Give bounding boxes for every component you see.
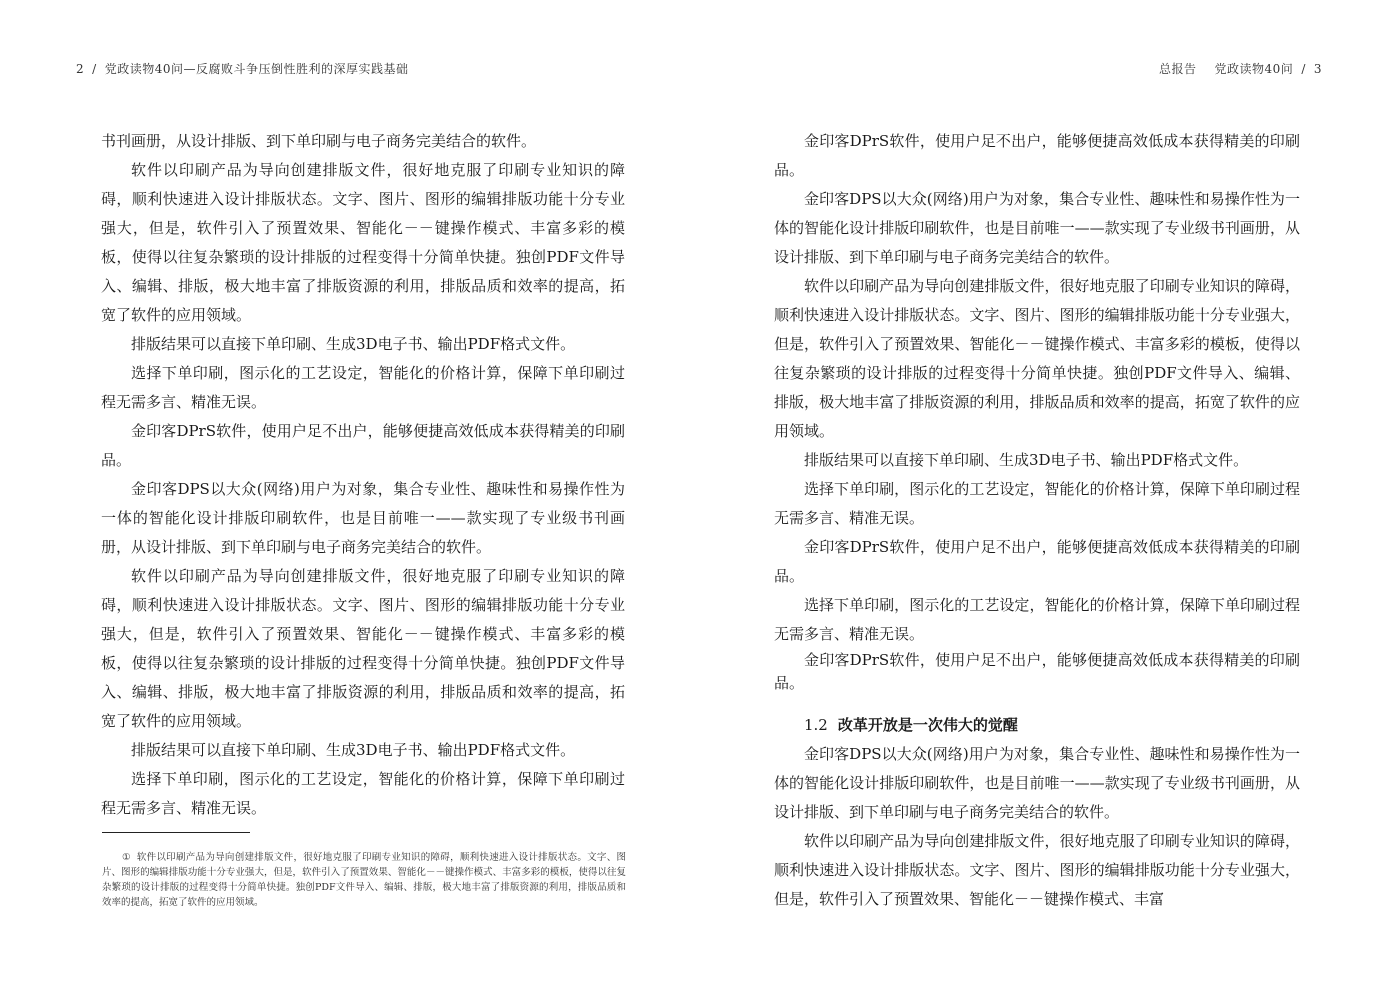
header-separator: / (1301, 62, 1306, 76)
left-body-text (101, 127, 625, 823)
right-running-head (1159, 60, 1322, 77)
left-running-head (76, 60, 408, 77)
paragraph: 软件以印刷产品为导向创建排版文件，很好地克服了印刷专业知识的障碍，顺利快速进入设计排版状态。文字、图片、图形的编辑排版功能十分专业强大，但是，软件引入了预置效果、智能化－－键操作模式、丰富多彩的模板，使得以往复杂繁琐的设计排版的过程变得十分简单快捷。独创PDF文件导入、编辑、排版，极大地丰富了排版资源的利用，排版品质和效率的提高，拓宽了软件的应用领域。 (101, 567, 625, 730)
paragraph: 排版结果可以直接下单印刷、生成3D电子书、输出PDF格式文件。 (804, 451, 1249, 469)
paragraph: 金印客DPrS软件，使用户足不出户，能够便捷高效低成本获得精美的印刷品。 (101, 422, 625, 469)
right-page (699, 0, 1398, 982)
paragraph: 软件以印刷产品为导向创建排版文件，很好地克服了印刷专业知识的障碍，顺利快速进入设计排版状态。文字、图片、图形的编辑排版功能十分专业强大，但是，软件引入了预置效果、智能化－－键操作模式、丰富多彩的模板，使得以往复杂繁琐的设计排版的过程变得十分简单快捷。独创PDF文件导入、编辑、排版，极大地丰富了排版资源的利用，排版品质和效率的提高，拓宽了软件的应用领域。 (101, 161, 625, 324)
footnote-rule (102, 832, 250, 833)
paragraph: 排版结果可以直接下单印刷、生成3D电子书、输出PDF格式文件。 (131, 741, 576, 759)
paragraph: 金印客DPS以大众(网络)用户为对象，集合专业性、趣味性和易操作性为一体的智能化设计排版印刷软件，也是目前唯一——款实现了专业级书刊画册，从设计排版、到下单印刷与电子商务完美结合的软件。 (774, 190, 1300, 266)
paragraph: 金印客DPS以大众(网络)用户为对象，集合专业性、趣味性和易操作性为一体的智能化设计排版印刷软件，也是目前唯一——款实现了专业级书刊画册，从设计排版、到下单印刷与电子商务完美结合的软件。 (101, 480, 625, 556)
paragraph: 选择下单印刷，图示化的工艺设定，智能化的价格计算，保障下单印刷过程无需多言、精准无误。 (101, 770, 625, 817)
footnote-text: 软件以印刷产品为导向创建排版文件，很好地克服了印刷专业知识的障碍，顺利快速进入设计排版状态。文字、图片、图形的编辑排版功能十分专业强大，但是，软件引入了预置效果、智能化－－键操作模式、丰富多彩的模板，使得以往复杂繁琐的设计排版的过程变得十分简单快捷。独创PDF文件导入、编辑、排版，极大地丰富了排版资源的利用，排版品质和效率的提高，拓宽了软件的应用领域。 (102, 852, 626, 908)
paragraph: 排版结果可以直接下单印刷、生成3D电子书、输出PDF格式文件。 (131, 335, 576, 353)
section-number: 1.2 (804, 716, 828, 734)
footnote (102, 850, 626, 910)
right-header-title: 党政读物40问 (1214, 62, 1294, 76)
footnote-mark: ① (122, 852, 131, 863)
paragraph: 软件以印刷产品为导向创建排版文件，很好地克服了印刷专业知识的障碍，顺利快速进入设计排版状态。文字、图片、图形的编辑排版功能十分专业强大，但是，软件引入了预置效果、智能化－－键操作模式、丰富多彩的模板，使得以往复杂繁琐的设计排版的过程变得十分简单快捷。独创PDF文件导入、编辑、排版，极大地丰富了排版资源的利用，排版品质和效率的提高，拓宽了软件的应用领域。 (774, 277, 1300, 440)
paragraph: 金印客DPrS软件，使用户足不出户，能够便捷高效低成本获得精美的印刷品。 (774, 538, 1300, 585)
left-page-number: 2 (76, 62, 85, 76)
paragraph: 选择下单印刷，图示化的工艺设定，智能化的价格计算，保障下单印刷过程无需多言、精准无误。 (774, 480, 1300, 527)
paragraph: 选择下单印刷，图示化的工艺设定，智能化的价格计算，保障下单印刷过程无需多言、精准无误。 (774, 596, 1300, 643)
left-header-title: 党政读物40问—反腐败斗争压倒性胜利的深厚实践基础 (104, 62, 409, 76)
right-page-number: 3 (1313, 62, 1322, 76)
paragraph: 金印客DPrS软件，使用户足不出户，能够便捷高效低成本获得精美的印刷品。 (774, 651, 1300, 692)
paragraph: 选择下单印刷，图示化的工艺设定，智能化的价格计算，保障下单印刷过程无需多言、精准无误。 (101, 364, 625, 411)
section-title: 改革开放是一次伟大的觉醒 (837, 716, 1018, 734)
paragraph: 金印客DPS以大众(网络)用户为对象，集合专业性、趣味性和易操作性为一体的智能化设计排版印刷软件，也是目前唯一——款实现了专业级书刊画册，从设计排版、到下单印刷与电子商务完美结合的软件。 (774, 745, 1300, 821)
paragraph: 金印客DPrS软件，使用户足不出户，能够便捷高效低成本获得精美的印刷品。 (774, 132, 1300, 179)
right-body-text (774, 127, 1300, 914)
paragraph: 书刊画册，从设计排版、到下单印刷与电子商务完美结合的软件。 (101, 132, 537, 150)
right-header-section: 总报告 (1159, 62, 1197, 76)
header-separator: / (92, 62, 97, 76)
paragraph: 软件以印刷产品为导向创建排版文件，很好地克服了印刷专业知识的障碍，顺利快速进入设计排版状态。文字、图片、图形的编辑排版功能十分专业强大，但是，软件引入了预置效果、智能化－－键操作模式、丰富 (774, 832, 1300, 908)
section-heading (774, 711, 1300, 740)
